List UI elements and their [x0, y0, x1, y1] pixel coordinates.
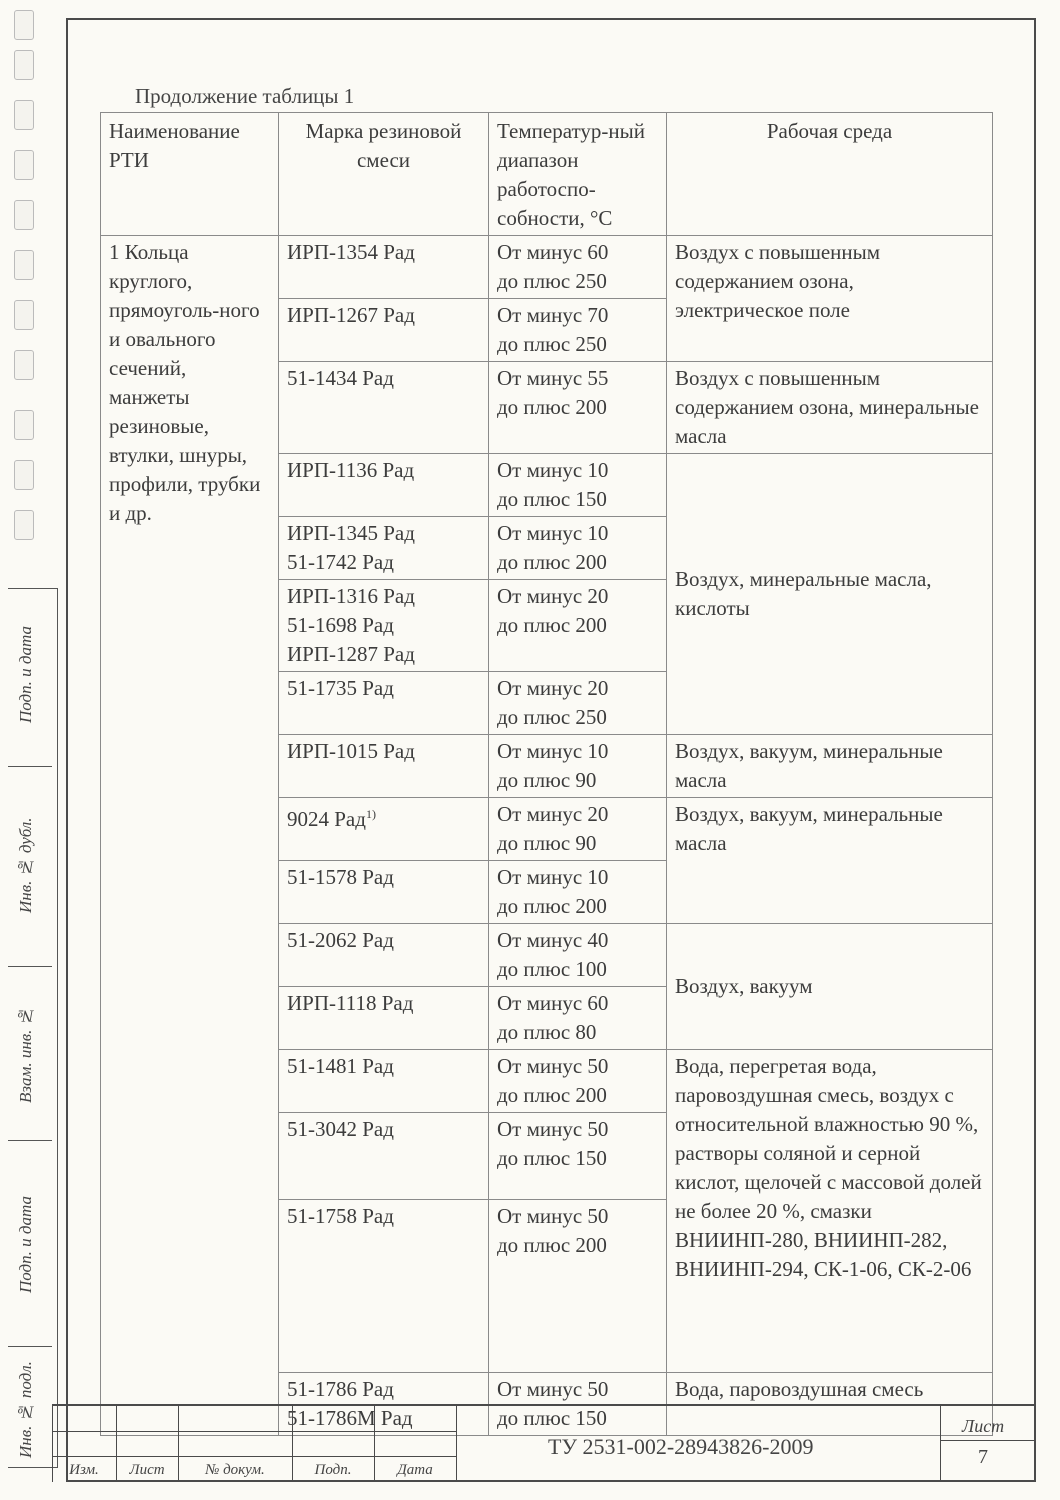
mark-cell: ИРП-1136 Рад: [279, 454, 489, 517]
temp-cell: От минус 20 до плюс 250: [489, 672, 667, 735]
mark-cell: 51-1735 Рад: [279, 672, 489, 735]
temp-cell: От минус 50 до плюс 150: [489, 1373, 667, 1436]
temp-cell: От минус 40 до плюс 100: [489, 924, 667, 987]
mark-cell: ИРП-1354 Рад: [279, 236, 489, 299]
side-stamp-label: Подп. и дата: [16, 626, 35, 724]
temp-cell: От минус 20 до плюс 200: [489, 580, 667, 672]
temp-cell: От минус 10 до плюс 200: [489, 861, 667, 924]
mark-cell: ИРП-1267 Рад: [279, 299, 489, 362]
title-block-label: Изм.: [69, 1462, 99, 1478]
medium-cell: Воздух, минеральные масла, кислоты: [667, 454, 993, 735]
side-stamp-label: Инв. № дубл.: [16, 817, 35, 913]
header-mark: Марка резиновой смеси: [279, 113, 489, 236]
side-stamp-label: Подп. и дата: [16, 1196, 35, 1294]
medium-cell: Воздух, вакуум, минеральные масла: [667, 798, 993, 924]
temp-cell: От минус 10 до плюс 200: [489, 517, 667, 580]
table-caption: Продолжение таблицы 1: [135, 84, 355, 108]
sheet-label: Лист: [962, 1416, 1005, 1436]
temp-cell: От минус 50 до плюс 200: [489, 1200, 667, 1373]
medium-cell: Воздух с повышенным содержанием озона, минеральные масла: [667, 362, 993, 454]
temp-cell: От минус 20 до плюс 90: [489, 798, 667, 861]
mark-cell: 51-3042 Рад: [279, 1113, 489, 1200]
binding-holes: [14, 10, 36, 580]
temp-cell: От минус 10 до плюс 150: [489, 454, 667, 517]
title-block-label: Лист: [129, 1462, 165, 1478]
temp-cell: От минус 70 до плюс 250: [489, 299, 667, 362]
mark-cell: ИРП-1316 Рад 51-1698 Рад ИРП-1287 Рад: [279, 580, 489, 672]
medium-cell: Воздух, вакуум, минеральные масла: [667, 735, 993, 798]
temp-cell: От минус 60 до плюс 250: [489, 236, 667, 299]
item-name-cell: 1 Кольца круглого, прямоуголь-ного и овального сечений, манжеты резиновые, втулки, шнуры, профили, трубки и др.: [101, 236, 279, 1436]
materials-table: [100, 112, 993, 1436]
temp-cell: От минус 60 до плюс 80: [489, 987, 667, 1050]
mark-cell: 51-1481 Рад: [279, 1050, 489, 1113]
temp-cell: От минус 10 до плюс 90: [489, 735, 667, 798]
mark-cell: ИРП-1118 Рад: [279, 987, 489, 1050]
title-block: [52, 1404, 1036, 1482]
mark-cell: 51-1434 Рад: [279, 362, 489, 454]
medium-cell: Вода, перегретая вода, паровоздушная смесь, воздух с относительной влажностью 90 %, растворы соляной и серной кислот, щелочей с массовой долей не более 20 %, смазки ВНИИНП-280, ВНИИНП-282, ВНИИНП-294, СК-1-06, СК-2-06: [667, 1050, 993, 1373]
temp-cell: От минус 50 до плюс 150: [489, 1113, 667, 1200]
side-stamp-label: Взам. инв. №: [16, 1006, 35, 1104]
side-stamp-label: Инв. № подл.: [16, 1361, 35, 1459]
header-name: Наименование РТИ: [101, 113, 279, 236]
temp-cell: От минус 55 до плюс 200: [489, 362, 667, 454]
mark-cell: 51-2062 Рад: [279, 924, 489, 987]
temp-cell: От минус 50 до плюс 200: [489, 1050, 667, 1113]
table-header-row: [101, 113, 993, 236]
mark-cell: 9024 Рад$^{1)}$: [279, 798, 489, 861]
title-block-label: Дата: [397, 1462, 433, 1478]
title-block-label: Подп.: [314, 1462, 352, 1478]
title-block-label: № докум.: [205, 1462, 265, 1478]
header-medium: Рабочая среда: [667, 113, 993, 236]
mark-cell: 51-1786 Рад 51-1786М Рад: [279, 1373, 489, 1436]
mark-cell: 51-1758 Рад: [279, 1200, 489, 1373]
header-temp: Температур-ный диапазон работоспо-собности, °С: [489, 113, 667, 236]
medium-cell: Вода, паровоздушная смесь: [667, 1373, 993, 1436]
medium-cell: Воздух с повышенным содержанием озона, электрическое поле: [667, 236, 993, 362]
table-row: [101, 236, 993, 299]
mark-cell: ИРП-1015 Рад: [279, 735, 489, 798]
footnote-mark: 1): [365, 807, 376, 821]
mark-cell: ИРП-1345 Рад 51-1742 Рад: [279, 517, 489, 580]
mark-cell: 51-1578 Рад: [279, 861, 489, 924]
document-code: ТУ 2531-002-28943826-2009: [548, 1434, 814, 1459]
medium-cell: Воздух, вакуум: [667, 924, 993, 1050]
sheet-number: 7: [978, 1446, 988, 1468]
